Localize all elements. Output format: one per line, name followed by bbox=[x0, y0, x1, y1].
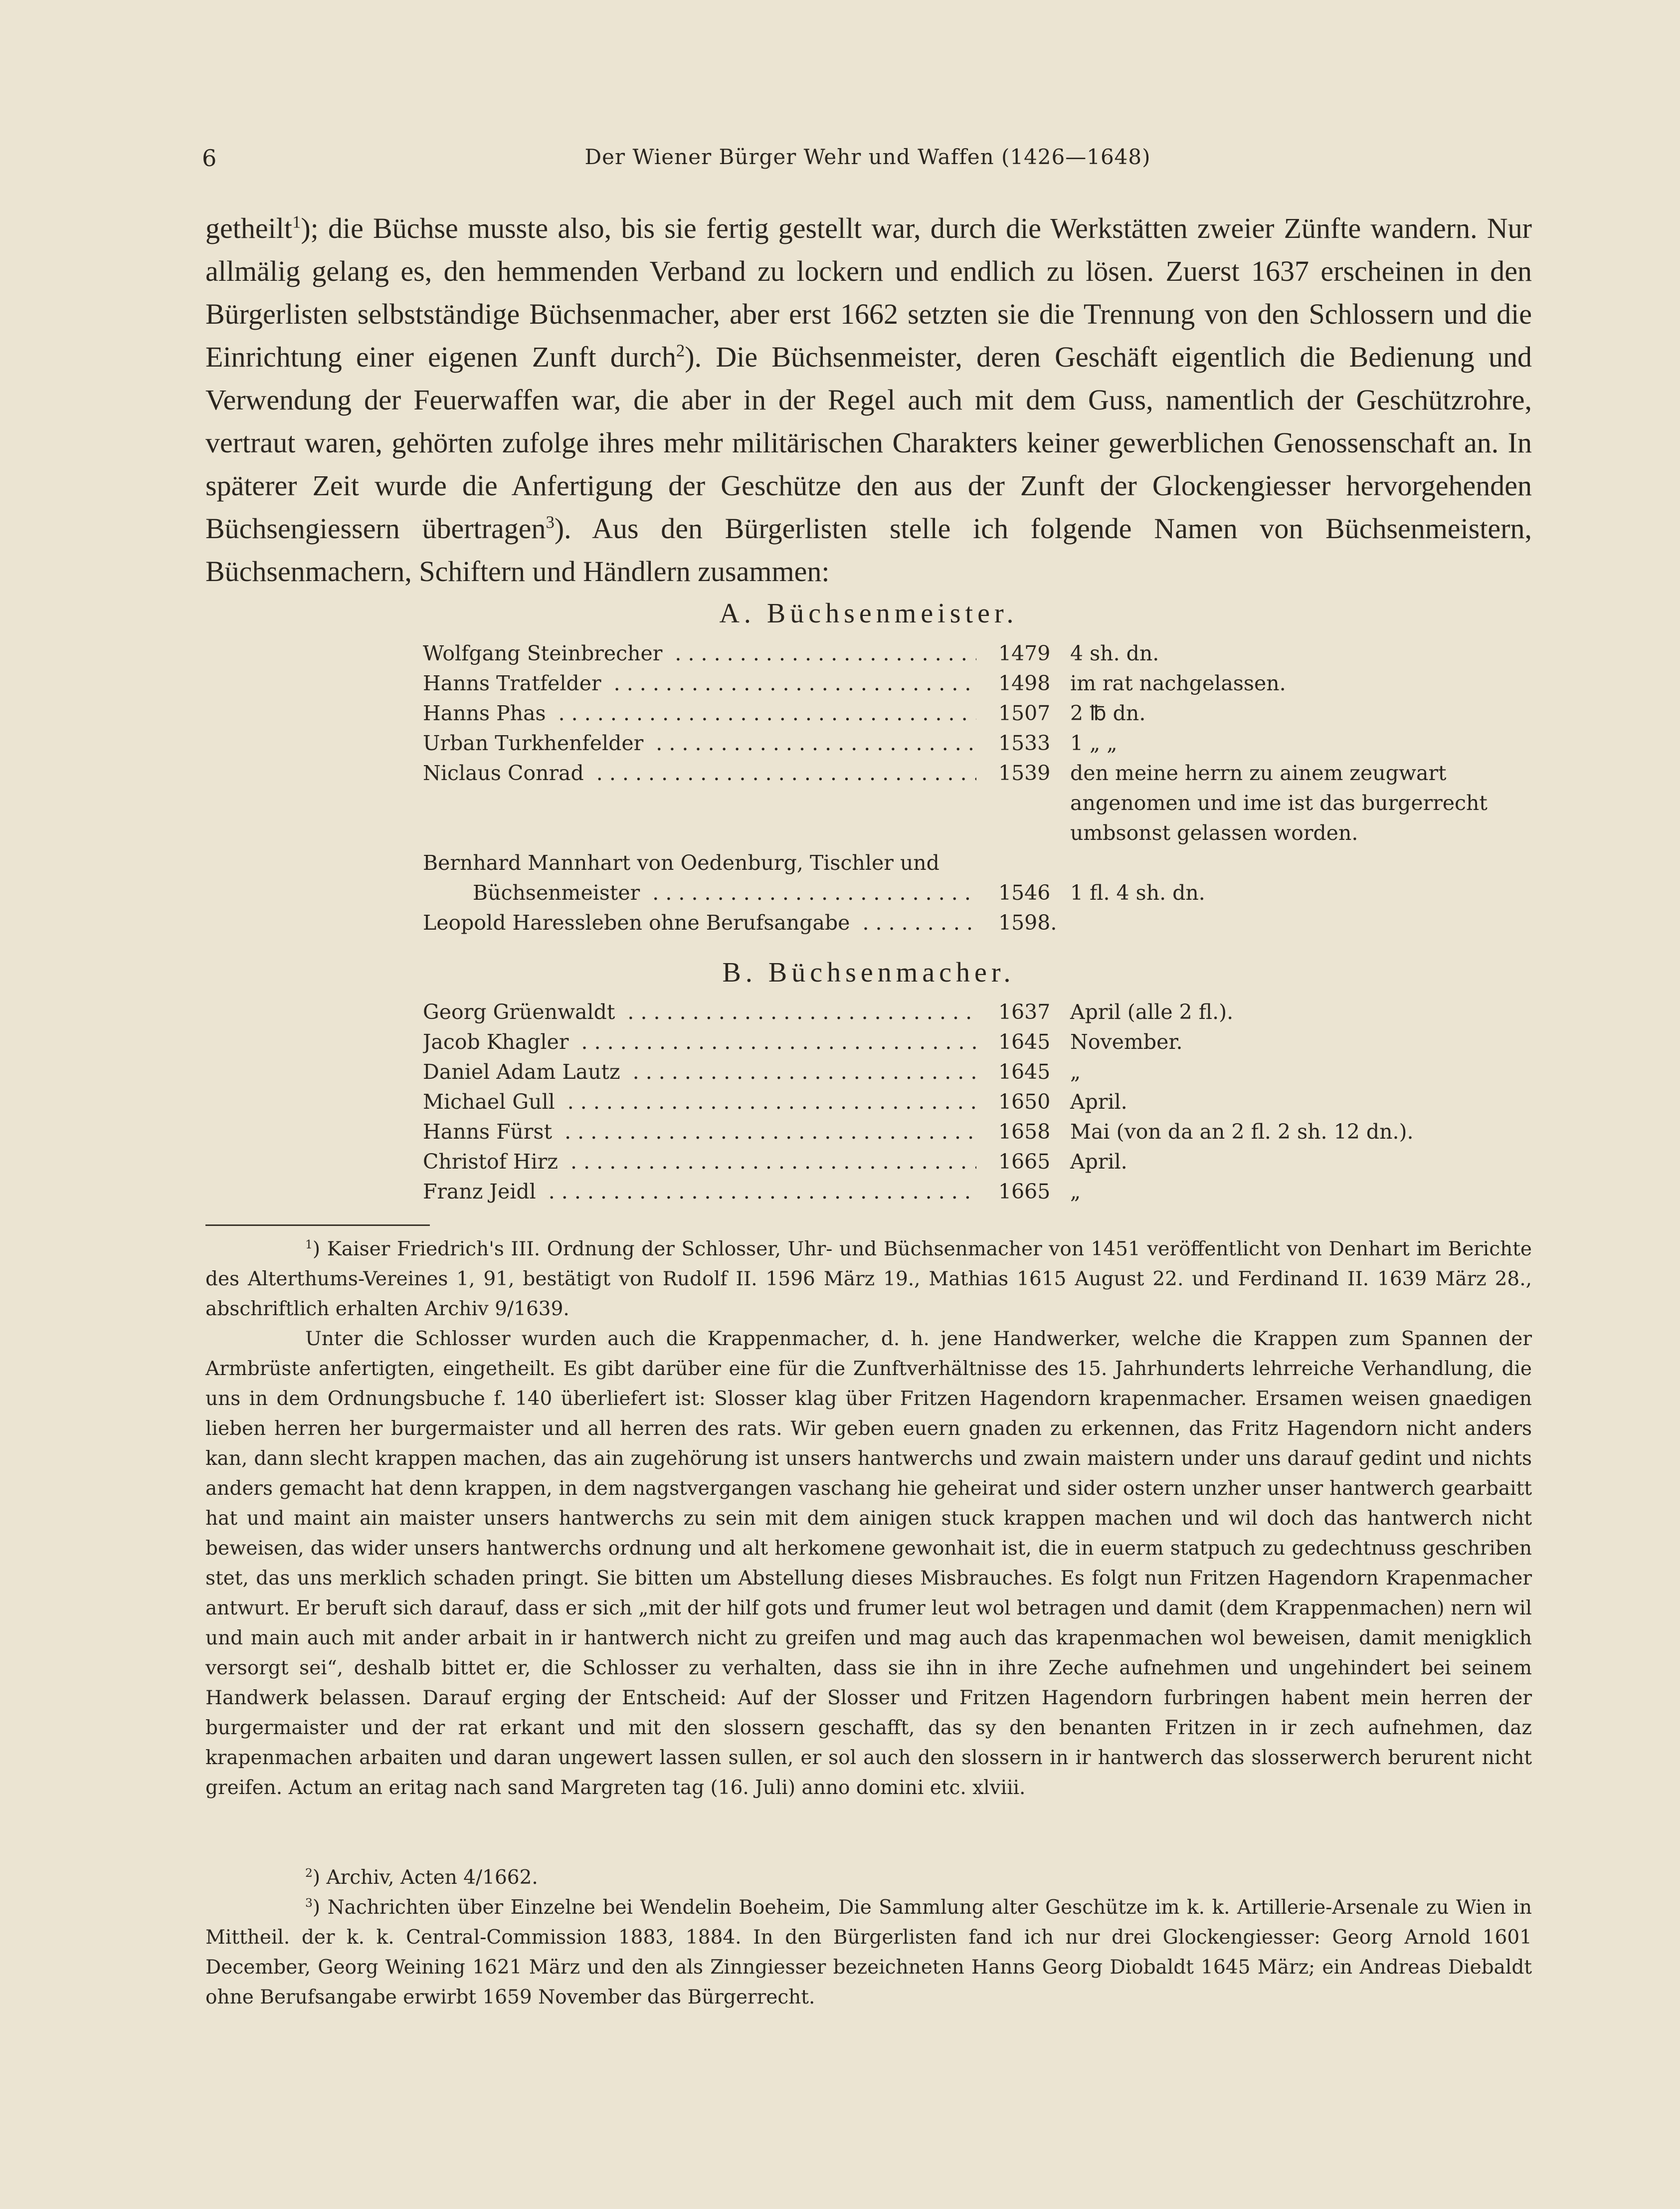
entry-name: Wolfgang Steinbrecher bbox=[423, 641, 668, 665]
entry-year: 1665 bbox=[995, 1177, 1053, 1206]
entry-name: Urban Turkhenfelder bbox=[423, 731, 649, 755]
entry-year: 1650 bbox=[995, 1087, 1053, 1117]
list-item bbox=[423, 997, 1535, 1027]
entry-name: Hanns Fürst bbox=[423, 1120, 558, 1144]
entry-note: April. bbox=[1070, 1090, 1127, 1114]
list-item bbox=[423, 698, 1535, 728]
entry-name: Georg Grüenwaldt bbox=[423, 1000, 621, 1024]
entry-note: „ bbox=[1070, 1060, 1081, 1084]
footnote-3-mark: 3 bbox=[305, 1896, 313, 1910]
entry-name: Hanns Tratfelder bbox=[423, 671, 607, 695]
running-title: Der Wiener Bürger Wehr und Waffen (1426—1648) bbox=[584, 145, 1151, 169]
entry-note: im rat nachgelassen. bbox=[1070, 671, 1286, 695]
list-item bbox=[423, 1147, 1535, 1177]
section-a-title: A. Büchsenmeister. bbox=[719, 598, 1018, 629]
list-item bbox=[423, 1177, 1535, 1206]
entry-note: 1 „ „ bbox=[1070, 731, 1118, 755]
list-item bbox=[423, 1117, 1535, 1147]
footnote-2-mark: 2 bbox=[305, 1866, 313, 1880]
footnote-2 bbox=[205, 1863, 1532, 1893]
entry-name: Niclaus Conrad bbox=[423, 761, 590, 785]
section-a-list bbox=[423, 638, 1535, 938]
entry-year: 1479 bbox=[995, 638, 1053, 668]
footnote-1-text: ) Kaiser Friedrich's III. Ordnung der Schlosser, Uhr- und Büchsenmacher von 1451 veröffentlicht von Denhart im Berichte des Alterthums-Vereines 1, 91, bestätigt von Rudolf II. 1596 März 19., Mathias 1615 August 22. und Ferdinand II. 1639 März 28., abschriftlich erhalten Archiv 9/1639. bbox=[205, 1238, 1532, 1320]
entry-note: „ bbox=[1070, 1180, 1081, 1204]
main-paragraph bbox=[205, 207, 1532, 593]
entry-note: Mai (von da an 2 fl. 2 sh. 12 dn.). bbox=[1070, 1120, 1414, 1144]
list-item bbox=[423, 668, 1535, 698]
footnote-3 bbox=[205, 1893, 1532, 2012]
entry-year: 1645 bbox=[995, 1027, 1053, 1057]
entry-year: 1645 bbox=[995, 1057, 1053, 1087]
list-item bbox=[423, 1027, 1535, 1057]
entry-name: Büchsenmeister bbox=[473, 881, 646, 905]
list-item bbox=[423, 638, 1535, 668]
entry-year: 1498 bbox=[995, 668, 1053, 698]
list-item bbox=[423, 848, 1535, 878]
entry-note: 1 fl. 4 sh. dn. bbox=[1070, 881, 1205, 905]
entry-note: 4 sh. dn. bbox=[1070, 641, 1159, 665]
paragraph-start: getheilt bbox=[205, 212, 292, 244]
entry-year: 1533 bbox=[995, 728, 1053, 758]
entry-year: 1507 bbox=[995, 698, 1053, 728]
list-item bbox=[423, 1087, 1535, 1117]
list-item bbox=[423, 728, 1535, 758]
entry-name: Bernhard Mannhart von Oedenburg, Tischler und bbox=[423, 851, 945, 875]
page-number: 6 bbox=[202, 145, 217, 172]
entry-year: 1546 bbox=[995, 878, 1053, 908]
entry-year: 1665 bbox=[995, 1147, 1053, 1177]
entry-name: Jacob Khagler bbox=[423, 1030, 575, 1054]
paragraph-part-1: ); die Büchse musste also, bis sie fertig gestellt war, durch die Werkstätten zweier Zünfte wandern. Nur allmälig gelang es, den hemmenden Verband zu lockern und endlich zu lösen. Zuerst 1637 erscheinen in den Bürgerlisten selbstständige Büchsenmacher, aber erst 1662 setzten sie die Trennung von den Schlossern und die Einrichtung einer eigenen Zunft durch bbox=[205, 212, 1532, 373]
entry-name: Franz Jeidl bbox=[423, 1180, 542, 1204]
paragraph-part-2: ). Die Büchsenmeister, deren Geschäft eigentlich die Bedienung und Verwendung der Feuerwaffen war, die aber in der Regel auch mit dem Guss, namentlich der Geschützrohre, vertraut waren, gehörten zufolge ihres mehr militärischen Charakters keiner gewerblichen Genossenschaft an. In späterer Zeit wurde die Anfertigung der Geschütze den aus der Zunft der Glockengiesser hervorgehenden Büchsengiessern übertragen bbox=[205, 341, 1532, 545]
running-header bbox=[202, 145, 1533, 180]
entry-name: Hanns Phas bbox=[423, 701, 552, 725]
footnote-1 bbox=[205, 1234, 1532, 1324]
list-item bbox=[423, 878, 1535, 908]
entry-note: den meine herrn zu ainem zeugwart angenomen und ime ist das burgerrecht umbsonst gelassen worden. bbox=[1070, 761, 1488, 845]
entry-note: April. bbox=[1070, 1150, 1127, 1174]
footnote-1-mark: 1 bbox=[305, 1237, 313, 1251]
paragraph-part-3: ). Aus den Bürgerlisten stelle ich folgende Namen von Büchsenmeistern, Büchsenmachern, Schiftern und Händlern zusammen: bbox=[205, 512, 1532, 588]
list-item bbox=[423, 908, 1535, 938]
entry-name: Daniel Adam Lautz bbox=[423, 1060, 626, 1084]
list-item bbox=[423, 758, 1535, 848]
footnote-3-text: ) Nachrichten über Einzelne bei Wendelin Boeheim, Die Sammlung alter Geschütze im k. k. Artillerie-Arsenale zu Wien in Mittheil. der k. k. Central-Commission 1883, 1884. In den Bürgerlisten fand ich nur drei Glockengiesser: Georg Arnold 1601 December, Georg Weining 1621 März und den als Zinngiesser bezeichneten Hanns Georg Diobaldt 1645 März; ein Andreas Diebaldt ohne Berufsangabe erwirbt 1659 November das Bürgerrecht. bbox=[205, 1896, 1532, 2008]
entry-name: Michael Gull bbox=[423, 1090, 561, 1114]
footnote-2-text: ) Archiv, Acten 4/1662. bbox=[312, 1866, 538, 1889]
footnote-ref-2[interactable]: 2 bbox=[676, 341, 685, 361]
entry-year: 1658 bbox=[995, 1117, 1053, 1147]
entry-name: Leopold Haressleben ohne Berufsangabe bbox=[423, 911, 856, 935]
entry-name: Christof Hirz bbox=[423, 1150, 564, 1174]
footnote-ref-3[interactable]: 3 bbox=[546, 512, 555, 532]
entry-note: April (alle 2 fl.). bbox=[1070, 1000, 1234, 1024]
list-item bbox=[423, 1057, 1535, 1087]
entry-year: 1598. bbox=[995, 908, 1053, 938]
entry-year: 1637 bbox=[995, 997, 1053, 1027]
entry-note: 2 ℔ dn. bbox=[1070, 701, 1146, 725]
section-b-list bbox=[423, 997, 1535, 1206]
entry-note: November. bbox=[1070, 1030, 1183, 1054]
footnote-divider bbox=[205, 1224, 430, 1226]
entry-year: 1539 bbox=[995, 758, 1053, 788]
section-b-title: B. Büchsenmacher. bbox=[722, 957, 1015, 988]
footnote-1-continuation: Unter die Schlosser wurden auch die Krappenmacher, d. h. jene Handwerker, welche die Krappen zum Spannen der Armbrüste anfertigten, eingetheilt. Es gibt darüber eine für die Zunftverhältnisse des 15. Jahrhunderts lehrreiche Verhandlung, die uns in dem Ordnungsbuche f. 140 überliefert ist: Slosser klag über Fritzen Hagendorn krapenmacher. Ersamen weisen gnaedigen lieben herren her burgermaister und all herren des rats. Wir geben euern gnaden zu erkennen, das Fritz Hagendorn nicht anders kan, dann slecht krappen machen, das ain zugehörung ist unsers hantwerchs und zwain maistern under uns darauf gedint und nichts anders gemacht hat denn krappen, in dem nagstvergangen vaschang hie geheirat und sider ostern unzher unser hantwerch gearbaitt hat und maint ain maister unsers hantwerchs zu sein mit dem ainigen stuck krappen machen und wil doch das hantwerch nicht beweisen, das wider unsers hantwerchs ordnung und alt herkomene gewonhait ist, die in euerm statpuch zu gedechtnuss geschriben stet, das uns merklich schaden pringt. Sie bitten um Abstellung dieses Misbrauches. Es folgt nun Fritzen Hagendorn Krapenmacher antwurt. Er beruft sich darauf, dass er sich „mit der hilf gots und frumer leut wol betragen und damit (dem Krappenmachen) nern wil und main auch mit ander arbait in ir hantwerch nicht zu greifen und mag auch das krapenmachen wol beweisen, damit menigklich versorgt sei“, deshalb bittet er, die Schlosser zu verhalten, dass sie ihn in ihre Zeche aufnehmen und ungehindert bei seinem Handwerk belassen. Darauf erging der Entscheid: Auf der Slosser und Fritzen Hagendorn furbringen habent mein herren der burgermaister und der rat erkant und mit den slossern geschafft, das sy den benanten Fritzen in ir zech aufnehmen, daz krapenmachen arbaiten und daran ungewert lassen sullen, er sol auch den slossern in ir hantwerch das slosserwerch berurent nicht greifen. Actum an eritag nach sand Margreten tag (16. Juli) anno domini etc. xlviii. bbox=[205, 1328, 1532, 1799]
footnote-ref-1[interactable]: 1 bbox=[292, 212, 301, 232]
